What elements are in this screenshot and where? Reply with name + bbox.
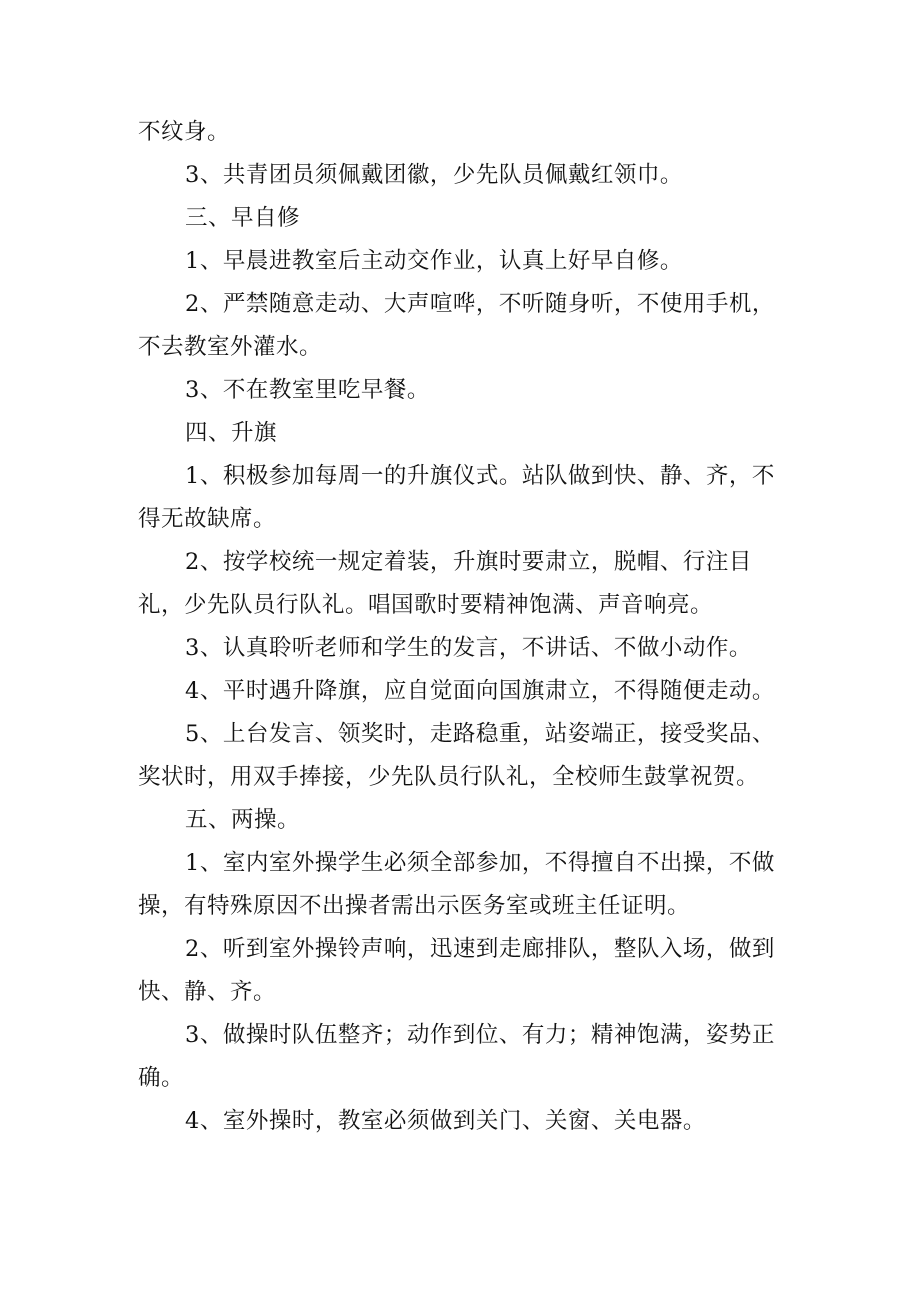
paragraph-continuation: 不纹身。 xyxy=(138,119,231,145)
paragraph-item: 3、做操时队伍整齐；动作到位、有力；精神饱满，姿势正确。 xyxy=(138,1022,775,1091)
paragraph-item: 3、共青团员须佩戴团徽，少先队员佩戴红领巾。 xyxy=(185,162,683,188)
paragraph-item: 1、室内室外操学生必须全部参加，不得擅自不出操，不做操，有特殊原因不出操者需出示医务室或班主任证明。 xyxy=(138,850,775,919)
paragraph-item: 2、按学校统一规定着装，升旗时要肃立，脱帽、行注目礼，少先队员行队礼。唱国歌时要精神饱满、声音响亮。 xyxy=(138,549,752,618)
section-heading: 四、升旗 xyxy=(185,420,278,446)
paragraph-item: 2、严禁随意走动、大声喧哗，不听随身听，不使用手机，不去教室外灌水。 xyxy=(138,291,775,360)
paragraph-item: 3、认真聆听老师和学生的发言，不讲话、不做小动作。 xyxy=(185,635,752,661)
paragraph-item: 4、室外操时，教室必须做到关门、关窗、关电器。 xyxy=(185,1108,706,1134)
paragraph-item: 3、不在教室里吃早餐。 xyxy=(185,377,430,403)
paragraph-item: 1、积极参加每周一的升旗仪式。站队做到快、静、齐，不得无故缺席。 xyxy=(138,463,775,532)
paragraph-item: 5、上台发言、领奖时，走路稳重，站姿端正，接受奖品、奖状时，用双手捧接，少先队员行队礼，全校师生鼓掌祝贺。 xyxy=(138,721,775,790)
section-heading: 三、早自修 xyxy=(185,205,301,231)
paragraph-item: 2、听到室外操铃声响，迅速到走廊排队，整队入场，做到快、静、齐。 xyxy=(138,936,775,1005)
section-heading: 五、两操。 xyxy=(185,807,301,833)
paragraph-item: 4、平时遇升降旗，应自觉面向国旗肃立，不得随便走动。 xyxy=(185,678,775,704)
paragraph-item: 1、早晨进教室后主动交作业，认真上好早自修。 xyxy=(185,248,683,274)
